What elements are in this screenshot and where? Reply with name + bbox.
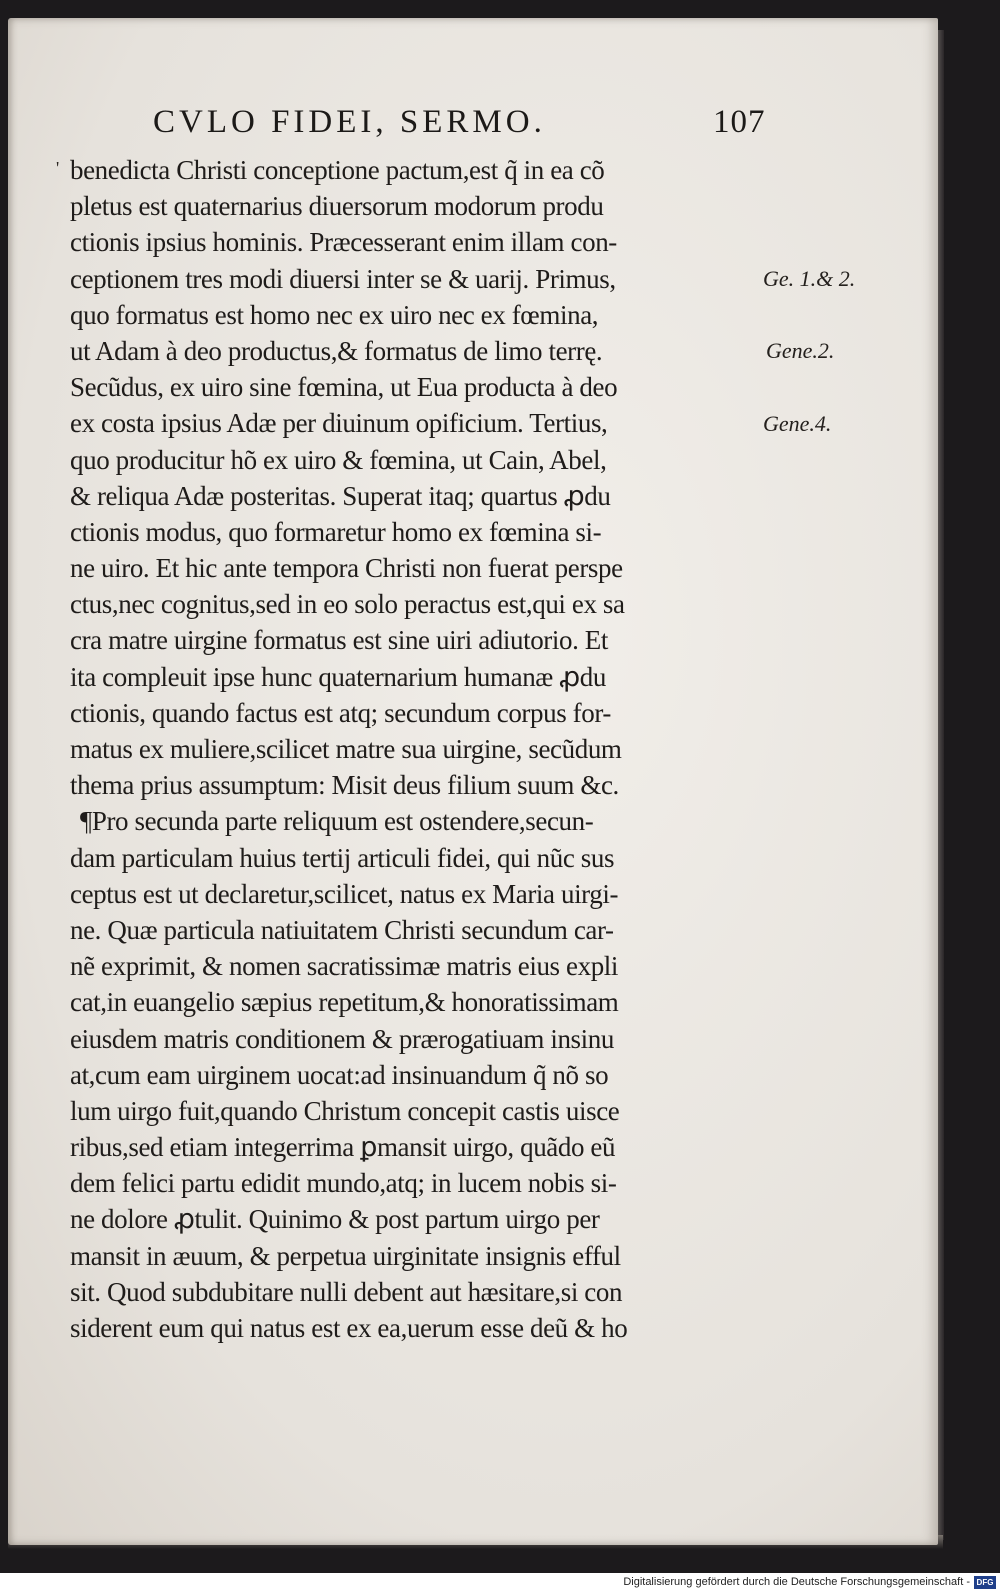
- paragraph-start-line: ¶Pro secunda parte reliquum est ostendere,secun-: [80, 806, 594, 837]
- text-line: lum uirgo fuit,quando Christum concepit castis uisce: [70, 1095, 620, 1126]
- text-line: ne dolore ꝓtulit. Quinimo & post partum uirgo per: [70, 1204, 600, 1235]
- text-line: cat,in euangelio sæpius repetitum,& honoratissimam: [70, 987, 619, 1018]
- footer-bar: [0, 1573, 1000, 1593]
- text-line: ceptionem tres modi diuersi inter se & uarij. Primus,: [70, 263, 616, 294]
- reference-mark: ': [56, 158, 60, 178]
- text-line: ne uiro. Et hic ante tempora Christi non fuerat perspe: [70, 553, 623, 584]
- text-line: ceptus est ut declaretur,scilicet, natus ex Maria uirgi-: [70, 878, 619, 909]
- marginal-note-gen1: Ge. 1.& 2.: [763, 266, 856, 291]
- text-line: nẽ exprimit, & nomen sacratissimæ matris eius expli: [70, 951, 618, 982]
- text-line: ctionis modus, quo formaretur homo ex fœmina si-: [70, 516, 602, 547]
- text-line: thema prius assumptum: Misit deus filium suum &c.: [70, 770, 619, 801]
- running-title: CVLO FIDEI, SERMO.: [153, 104, 546, 140]
- text-line: mansit in æuum, & perpetua uirginitate insignis efful: [70, 1240, 621, 1271]
- text-line: dam particulam huius tertij articuli fidei, qui nũc sus: [70, 842, 615, 873]
- marginal-note-gen4: Gene.4.: [763, 411, 832, 436]
- text-line: at,cum eam uirginem uocat:ad insinuandum q̃ nõ so: [70, 1059, 609, 1090]
- text-line: eiusdem matris conditionem & prærogatiuam insinu: [70, 1023, 614, 1054]
- text-line: quo formatus est homo nec ex uiro nec ex fœmina,: [70, 299, 599, 330]
- text-line: quo producitur hõ ex uiro & fœmina, ut Cain, Abel,: [70, 444, 607, 475]
- text-line: & reliqua Adæ posteritas. Superat itaq; quartus ꝓdu: [70, 480, 611, 511]
- text-line: siderent eum qui natus est ex ea,uerum esse deũ & ho: [70, 1313, 628, 1343]
- page-number: 107: [713, 104, 766, 140]
- funding-credit: Digitalisierung gefördert durch die Deutsche Forschungsgemeinschaft -: [623, 1576, 970, 1588]
- book-page: [8, 18, 938, 1545]
- text-line: ita compleuit ipse hunc quaternarium humanæ ꝓdu: [70, 661, 606, 692]
- text-line: ctus,nec cognitus,sed in eo solo peractus est,qui ex sa: [70, 589, 625, 620]
- text-line: ctionis, quando factus est atq; secundum corpus for-: [70, 697, 612, 728]
- text-line: ctionis ipsius hominis. Præcesserant enim illam con-: [70, 227, 617, 258]
- text-line: ut Adam à deo productus,& formatus de limo terrę.: [70, 335, 603, 366]
- marginal-note-gen2: Gene.2.: [766, 338, 835, 363]
- text-line: sit. Quod subdubitare nulli debent aut hæsitare,si con: [70, 1276, 623, 1307]
- text-line: dem felici partu edidit mundo,atq; in lucem nobis si-: [70, 1168, 617, 1199]
- text-line: ex costa ipsius Adæ per diuinum opificium. Tertius,: [70, 408, 608, 439]
- text-line: ne. Quæ particula natiuitatem Christi secundum car-: [70, 914, 614, 945]
- text-line: ribus,sed etiam integerrima ꝑmansit uirgo, quãdo eũ: [70, 1132, 616, 1163]
- text-line: pletus est quaternarius diuersorum modorum produ: [70, 191, 604, 222]
- body-text: [70, 152, 770, 1346]
- text-line: Secũdus, ex uiro sine fœmina, ut Eua producta à deo: [70, 372, 618, 403]
- text-line: cra matre uirgine formatus est sine uiri adiutorio. Et: [70, 625, 608, 656]
- text-line: benedicta Christi conceptione pactum,est q̃ in ea cõ: [70, 155, 605, 185]
- dfg-logo-icon: DFG: [974, 1576, 996, 1589]
- text-line: matus ex muliere,scilicet matre sua uirgine, secũdum: [70, 734, 622, 764]
